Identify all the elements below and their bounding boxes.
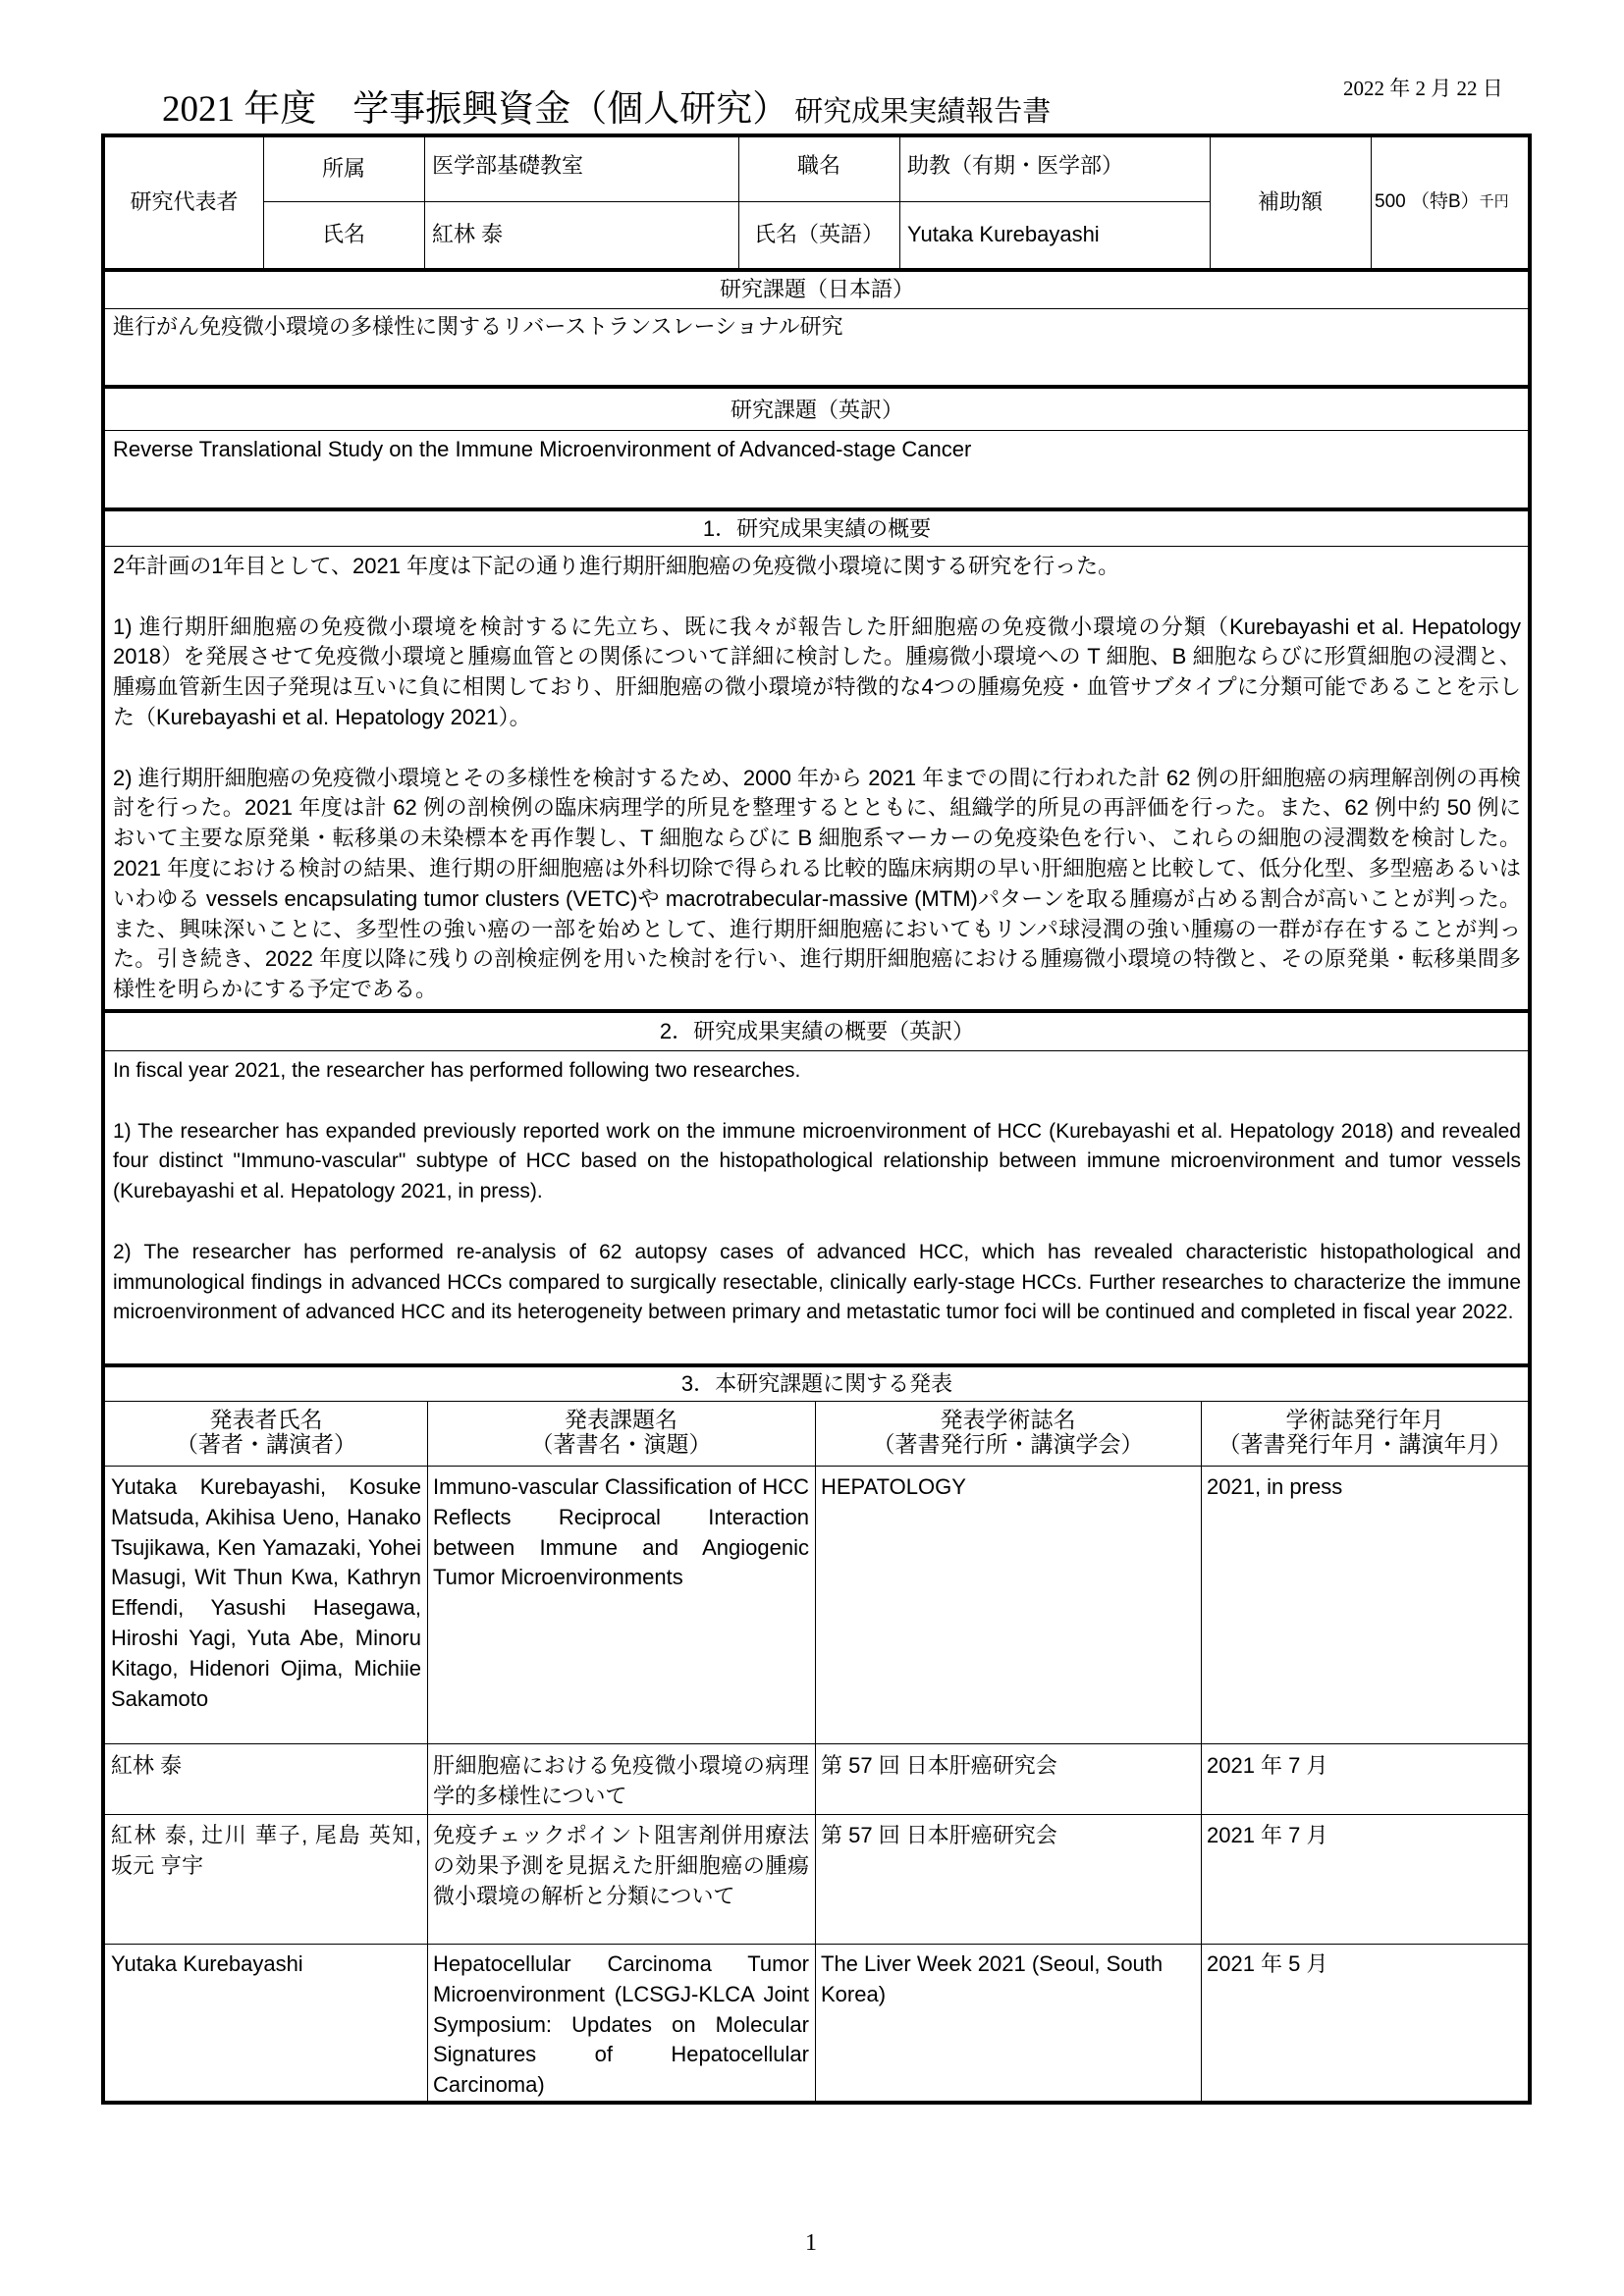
grant-label: 補助額 <box>1257 189 1323 215</box>
affiliation-label: 所属 <box>321 156 365 182</box>
page-number: 1 <box>805 2230 817 2256</box>
divider <box>101 1743 1532 1744</box>
divider <box>101 1814 1532 1815</box>
publication-title: Hepatocellular Carcinoma Tumor Microenvironment (LCSGJ-KLCA Joint Symposium: Updates on Molecular Signatures of Hepatocellular Carcinoma) <box>433 1951 809 2098</box>
column-header-venue <box>815 1402 1201 1466</box>
publication-date: 2021 年 7 月 <box>1207 1823 1328 1847</box>
column-header-line: 発表学術誌名 <box>940 1407 1076 1432</box>
report-date: 2022 年 2 月 22 日 <box>1343 77 1503 100</box>
topic-ja-heading: 研究課題（日本語） <box>719 277 914 301</box>
divider <box>101 1466 1532 1467</box>
summary-ja-body <box>105 552 1529 1009</box>
name-label: 氏名 <box>321 222 365 247</box>
position-value: 助教（有期・医学部） <box>907 153 1124 178</box>
column-header-line: （著者・講演者） <box>176 1431 356 1457</box>
summary-en-body <box>105 1056 1529 1363</box>
publication-authors: Yutaka Kurebayashi, Kosuke Matsuda, Akihisa Ueno, Hanako Tsujikawa, Ken Yamazaki, Yohei Masugi, Wit Thun Kwa, Kathryn Effendi, Yasushi Hasegawa, Hiroshi Yagi, Yuta Abe, Minoru Kitago, Hidenori Ojima, Michiie Sakamoto <box>111 1474 421 1711</box>
grant-unit: 千円 <box>1479 193 1509 211</box>
column-header-line: （著書名・演題） <box>530 1431 712 1457</box>
grant-amount: 500 （特B） <box>1375 191 1480 213</box>
summary-en-heading: 2．研究成果実績の概要（英訳） <box>659 1019 975 1043</box>
column-header-title <box>427 1402 815 1466</box>
publication-date: 2021, in press <box>1207 1474 1343 1499</box>
affiliation-value: 医学部基礎教室 <box>432 153 584 178</box>
summary-ja-heading: 1．研究成果実績の概要 <box>702 516 932 541</box>
topic-ja-value: 進行がん免疫微小環境の多様性に関するリバーストランスレーショナル研究 <box>113 314 843 339</box>
divider <box>101 546 1532 547</box>
divider <box>101 1944 1532 1945</box>
publication-title: Immuno-vascular Classification of HCC Reflects Reciprocal Interaction between Immune and Angiogenic Tumor Microenvironments <box>433 1474 809 1590</box>
column-header-date <box>1201 1402 1529 1466</box>
publication-authors: Yutaka Kurebayashi <box>111 1951 303 1976</box>
column-header-line: （著書発行所・講演学会） <box>872 1431 1144 1457</box>
title-main: 2021 年度 学事振興資金（個人研究） <box>162 89 789 130</box>
name-en-value: Yutaka Kurebayashi <box>907 222 1100 247</box>
summary-en-paragraph-2: 2) The researcher has performed re-analysis of 62 autopsy cases of advanced HCC, which has revealed characteristic histopathological and immunological findings in advanced HCCs compared to surgically resectable, clinically early-stage HCCs. Further researches to characterize the immune microenvironment of advanced HCC and its heterogeneity between primary and metastatic tumor foci will be continued and completed in fiscal year 2022. <box>113 1240 1521 1324</box>
document-title <box>162 79 1051 132</box>
divider <box>101 385 1532 389</box>
column-header-line: 発表課題名 <box>565 1407 677 1432</box>
publication-venue: HEPATOLOGY <box>821 1474 966 1499</box>
publication-venue: 第 57 回 日本肝癌研究会 <box>821 1823 1057 1847</box>
divider <box>101 1050 1532 1051</box>
summary-en-intro: In fiscal year 2021, the researcher has performed following two researches. <box>113 1059 801 1082</box>
divider <box>101 430 1532 431</box>
topic-en-value: Reverse Translational Study on the Immune Microenvironment of Advanced-stage Cancer <box>113 437 972 461</box>
publication-venue: 第 57 回 日本肝癌研究会 <box>821 1753 1057 1778</box>
publication-date: 2021 年 7 月 <box>1207 1753 1328 1778</box>
publication-authors: 紅林 泰, 辻川 華子, 尾島 英知, 坂元 亨宇 <box>111 1823 421 1878</box>
summary-ja-intro: 2年計画の1年目として、2021 年度は下記の通り進行期肝細胞癌の免疫微小環境に関する研究を行った。 <box>113 554 1120 578</box>
topic-en-heading: 研究課題（英訳） <box>730 398 903 422</box>
position-label: 職名 <box>796 153 840 178</box>
column-header-line: 発表者氏名 <box>209 1407 323 1432</box>
summary-en-paragraph-1: 1) The researcher has expanded previously reported work on the immune microenvironment of HCC (Kurebayashi et al. Hepatology 2018) and revealed four distinct "Immuno-vascular" subtype of HCC based on the histopathological relationship between immune microenvironment and tumor vessels (Kurebayashi et al. Hepatology 2021, in press). <box>113 1119 1521 1203</box>
publication-title: 免疫チェックポイント阻害剤併用療法の効果予測を見据えた肝細胞癌の腫瘍微小環境の解析と分類について <box>433 1823 809 1908</box>
name-value: 紅林 泰 <box>432 222 504 247</box>
title-sub: 研究成果実績報告書 <box>794 96 1052 128</box>
summary-ja-paragraph-2: 2) 進行期肝細胞癌の免疫微小環境とその多様性を検討するため、2000 年から 2021 年までの間に行われた計 62 例の肝細胞癌の病理解剖例の再検討を行った。2021 年度は計 62 例の剖検例の臨床病理学的所見を整理するとともに、組織学的所見の再評価を行った。また、62 例中約 50 例において主要な原発巣・転移巣の未染標本を再作製し、T 細胞ならびに B 細胞系マーカーの免疫染色を行い、これらの細胞の浸潤数を検討した。2021 年度における検討の結果、進行期の肝細胞癌は外科切除で得られる比較的臨床病期の早い肝細胞癌と比較して、低分化型、多型癌あるいはいわゆる vessels encapsulating tumor clusters (VETC)や macrotrabecular-massive (MTM)パターンを取る腫瘍が占める割合が高いことが判った。また、興味深いことに、多型性の強い癌の一部を始めとして、進行期肝細胞癌においてもリンパ球浸潤の強い腫瘍の一群が存在することが判った。引き続き、2022 年度以降に残りの剖検症例を用いた検討を行い、進行期肝細胞癌における腫瘍微小環境の特徴と、その原発巣・転移巣間多様性を明らかにする予定である。 <box>113 765 1521 1002</box>
summary-ja-paragraph-1: 1) 進行期肝細胞癌の免疫微小環境を検討するに先立ち、既に我々が報告した肝細胞癌の免疫微小環境の分類（Kurebayashi et al. Hepatology 2018）を発展させて免疫微小環境と腫瘍血管との関係について詳細に検討した。腫瘍微小環境への T 細胞、B 細胞ならびに形質細胞の浸潤と、腫瘍血管新生因子発現は互いに負に相関しており、肝細胞癌の微小環境が特徴的な4つの腫瘍免疫・血管サブタイプに分類可能であることを示した（Kurebayashi et al. Hepatology 2021）。 <box>113 614 1521 729</box>
representative-label: 研究代表者 <box>130 189 239 215</box>
column-header-line: （著書発行年月・講演年月） <box>1218 1431 1512 1457</box>
grant-value <box>1371 137 1529 268</box>
divider <box>101 308 1532 309</box>
publication-date: 2021 年 5 月 <box>1207 1951 1328 1976</box>
name-en-label: 氏名（英語） <box>753 222 884 247</box>
publication-venue: The Liver Week 2021 (Seoul, South Korea) <box>821 1951 1164 2006</box>
publications-heading: 3．本研究課題に関する発表 <box>680 1371 953 1396</box>
publication-title: 肝細胞癌における免疫微小環境の病理学的多様性について <box>433 1753 809 1808</box>
publication-authors: 紅林 泰 <box>111 1753 183 1778</box>
column-header-line: 学術誌発行年月 <box>1285 1407 1444 1432</box>
column-header-authors <box>105 1402 427 1466</box>
